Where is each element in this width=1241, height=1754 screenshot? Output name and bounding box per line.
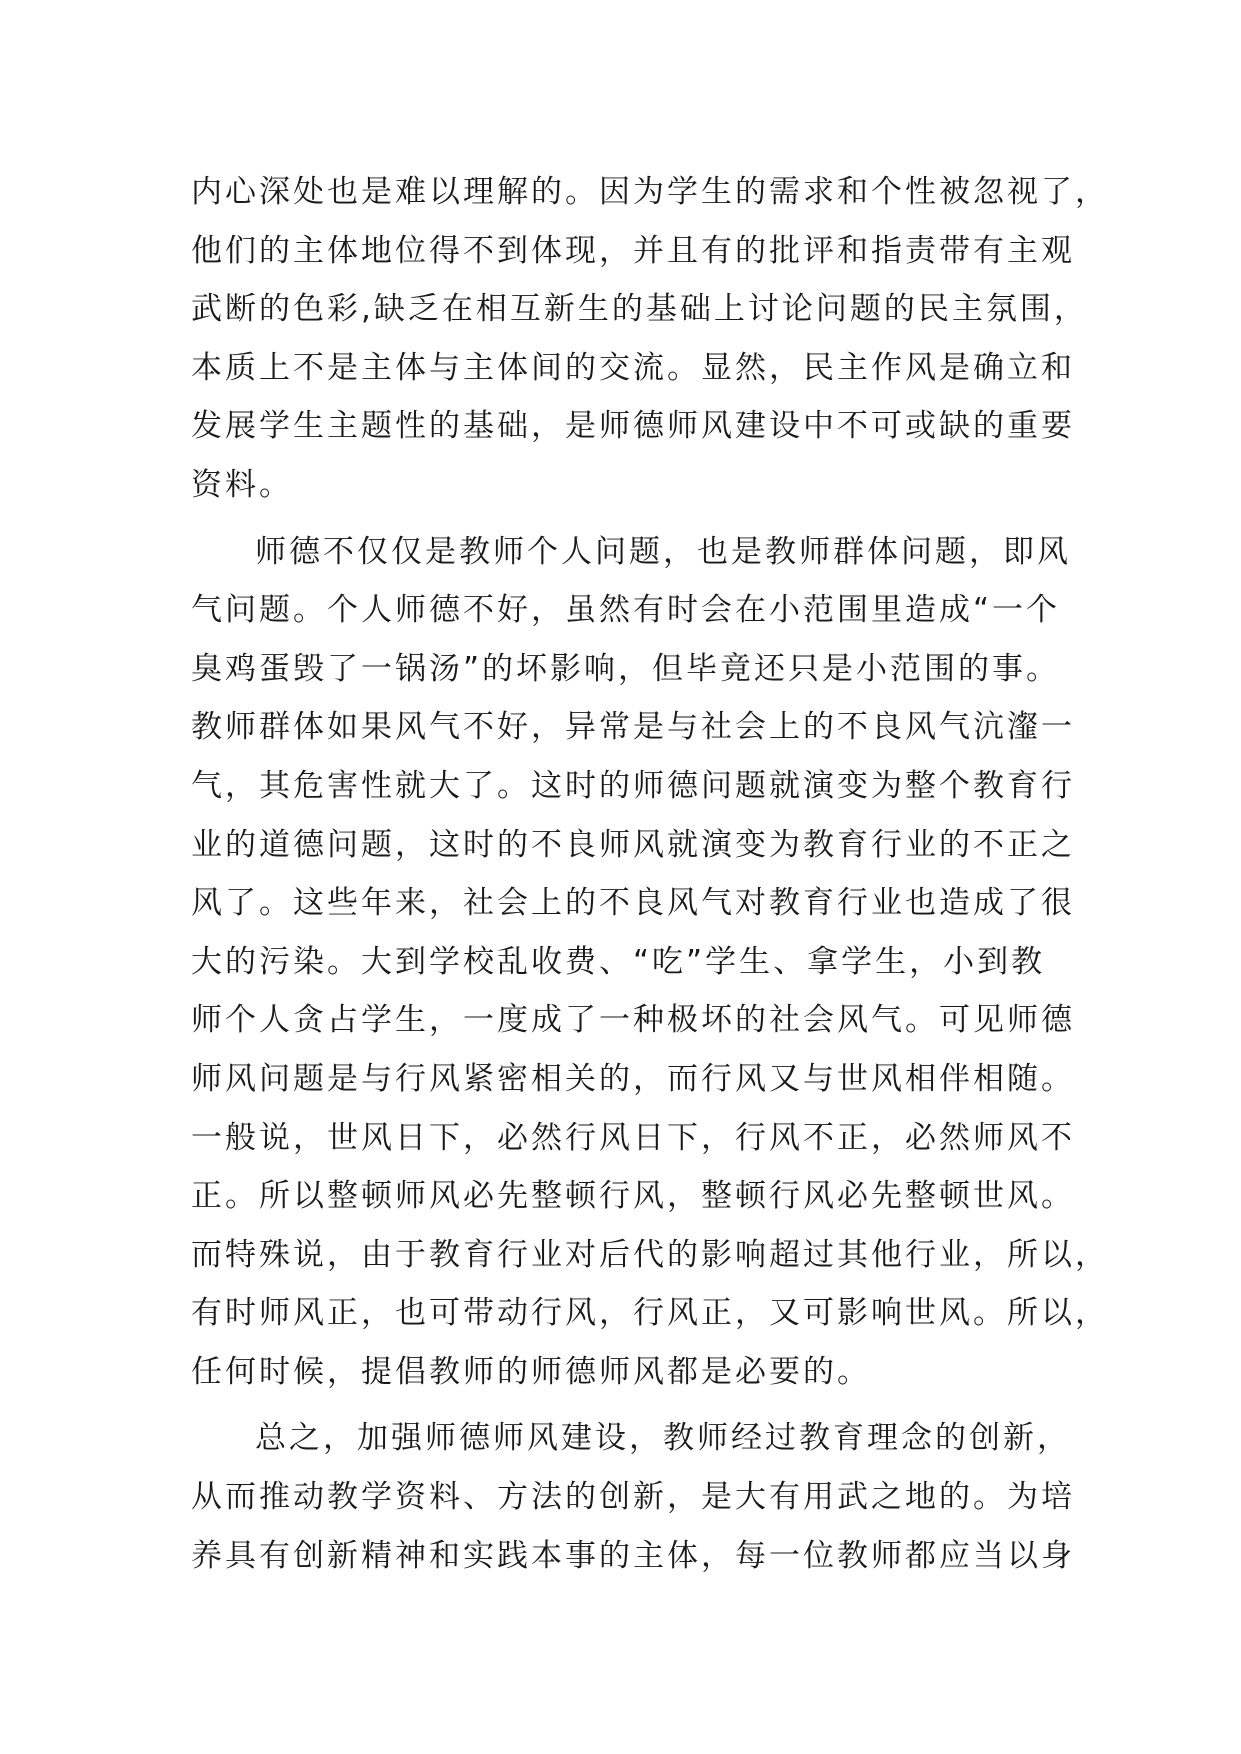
text-line: 气问题。个人师德不好，虽然有时会在小范围里造成“一个: [191, 592, 1061, 629]
text-line: 师个人贪占学生，一度成了一种极坏的社会风气。可见师德: [191, 1002, 1075, 1039]
paragraph-2: [191, 523, 1109, 1402]
text-line: 风了。这些年来，社会上的不良风气对教育行业也造成了很: [191, 885, 1075, 922]
text-line: 从而推动教学资料、方法的创新，是大有用武之地的。为培: [191, 1479, 1075, 1516]
text-line: 师德不仅仅是教师个人问题，也是教师群体问题，即风: [255, 533, 1071, 570]
text-line: 内心深处也是难以理解的。因为学生的需求和个性被忽视了，: [191, 174, 1109, 210]
paragraph-1: [191, 163, 1109, 515]
text-line: 大的污染。大到学校乱收费、“吃”学生、拿学生，小到教: [191, 943, 1046, 980]
text-line: 总之，加强师德师风建设，教师经过教育理念的创新，: [255, 1420, 1071, 1457]
text-line: 武断的色彩,缺乏在相互新生的基础上讨论问题的民主氛围，: [191, 291, 1088, 328]
text-line: 师风问题是与行风紧密相关的，而行风又与世风相伴相随。: [191, 1060, 1075, 1097]
text-line: 一般说，世风日下，必然行风日下，行风不正，必然师风不: [191, 1119, 1075, 1156]
text-line: 任何时候，提倡教师的师德师风都是必要的。: [191, 1353, 871, 1390]
text-line: 他们的主体地位得不到体现，并且有的批评和指责带有主观: [191, 232, 1075, 269]
text-line: 资料。: [191, 466, 293, 503]
text-line: 正。所以整顿师风必先整顿行风，整顿行风必先整顿世风。: [191, 1178, 1075, 1215]
paragraph-gap: [191, 515, 1091, 523]
text-line: 臭鸡蛋毁了一锅汤”的坏影响，但毕竟还只是小范围的事。: [191, 650, 1061, 687]
text-line: 教师群体如果风气不好，异常是与社会上的不良风气沆瀣一: [191, 709, 1075, 746]
text-line: 气，其危害性就大了。这时的师德问题就演变为整个教育行: [191, 767, 1075, 804]
text-line: 发展学生主题性的基础，是师德师风建设中不可或缺的重要: [191, 408, 1075, 445]
body-text: [191, 163, 1109, 1585]
paragraph-3: [191, 1409, 1091, 1585]
text-line: 本质上不是主体与主体间的交流。显然，民主作风是确立和: [191, 349, 1075, 386]
text-line: 而特殊说，由于教育行业对后代的影响超过其他行业，所以，: [191, 1236, 1109, 1273]
text-line: 养具有创新精神和实践本事的主体，每一位教师都应当以身: [191, 1537, 1075, 1574]
text-line: 有时师风正，也可带动行风，行风正，又可影响世风。所以，: [191, 1295, 1109, 1332]
text-line: 业的道德问题，这时的不良师风就演变为教育行业的不正之: [191, 826, 1075, 863]
paragraph-gap: [191, 1401, 1091, 1409]
